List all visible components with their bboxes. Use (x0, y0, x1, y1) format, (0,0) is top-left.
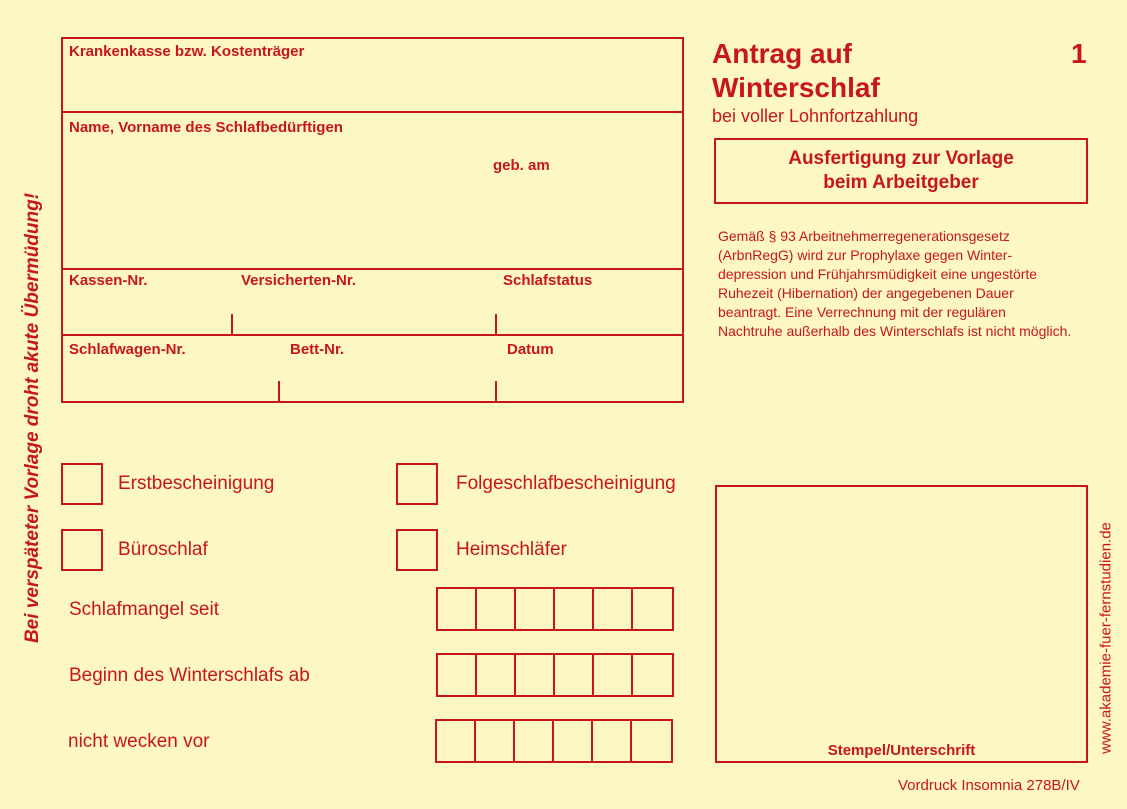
stamp-signature-box[interactable] (715, 485, 1088, 763)
form-title-line1: Antrag auf (712, 38, 852, 69)
copy-line1: Ausfertigung zur Vorlage (788, 148, 1014, 169)
date-digit-cell[interactable] (516, 655, 555, 695)
sleep-status-field[interactable] (498, 292, 680, 332)
date-digit-cell[interactable] (555, 655, 594, 695)
first-certificate-checkbox[interactable] (61, 463, 103, 505)
sleeper-car-no-field[interactable] (63, 361, 276, 401)
date-digit-cell[interactable] (438, 655, 477, 695)
follow-up-certificate-label: Folgeschlafbescheinigung (456, 473, 676, 494)
first-certificate-label: Erstbescheinigung (118, 473, 275, 494)
insured-no-field[interactable] (234, 292, 493, 332)
date-field[interactable] (498, 361, 680, 401)
form-subtitle: bei voller Lohnfortzahlung (712, 106, 919, 126)
form-code: Vordruck Insomnia 278B/IV (898, 777, 1080, 794)
birth-date-label: geb. am (493, 157, 550, 174)
legal-line: Ruhezeit (Hibernation) der angegebenen Dauer (718, 285, 1014, 301)
insurer-field[interactable] (63, 62, 682, 110)
follow-up-certificate-checkbox[interactable] (396, 463, 438, 505)
name-field[interactable] (63, 140, 483, 266)
sleep-status-label: Schlafstatus (503, 272, 593, 289)
legal-line: Gemäß § 93 Arbeitnehmerregenerationsgesetz (718, 228, 1010, 244)
date-digit-cell[interactable] (555, 589, 594, 629)
date-digit-cell[interactable] (476, 721, 515, 761)
date-digit-cell[interactable] (632, 721, 671, 761)
date-digit-cell[interactable] (593, 721, 632, 761)
birth-date-field[interactable] (490, 178, 680, 266)
legal-line: Nachtruhe außerhalb des Winterschlafs ist nicht möglich. (718, 323, 1072, 339)
stamp-signature-label: Stempel/Unterschrift (827, 742, 976, 759)
date-digit-cell[interactable] (554, 721, 593, 761)
date-digit-cell[interactable] (633, 589, 672, 629)
date-digit-cell[interactable] (477, 589, 516, 629)
form-title-line2: Winterschlaf (712, 72, 880, 103)
form-number: 1 (1071, 38, 1087, 69)
legal-line: depression und Frühjahrsmüdigkeit eine ungestörte (718, 266, 1038, 282)
date-digit-cell[interactable] (594, 655, 633, 695)
legal-text (718, 227, 1071, 341)
home-sleeper-checkbox[interactable] (396, 529, 438, 571)
legal-line: (ArbnRegG) wird zur Prophylaxe gegen Winter- (718, 247, 1013, 263)
date-digit-cell[interactable] (438, 589, 477, 629)
field-separator (495, 314, 497, 334)
insurer-label: Krankenkasse bzw. Kostenträger (69, 43, 305, 60)
date-digit-cell[interactable] (633, 655, 672, 695)
copy-line2: beim Arbeitgeber (823, 172, 979, 193)
office-sleep-label: Büroschlaf (118, 539, 208, 560)
name-label: Name, Vorname des Schlafbedürftigen (69, 119, 343, 136)
bed-no-field[interactable] (281, 361, 493, 401)
sleeper-car-no-label: Schlafwagen-Nr. (69, 341, 186, 358)
field-separator (278, 381, 280, 401)
home-sleeper-label: Heimschläfer (456, 539, 567, 560)
fund-no-label: Kassen-Nr. (69, 272, 148, 289)
field-separator (495, 381, 497, 401)
legal-line: beantragt. Eine Verrechnung mit der regulären (718, 304, 1006, 320)
date-digit-cell[interactable] (594, 589, 633, 629)
date-digit-cell[interactable] (516, 589, 555, 629)
fund-no-field[interactable] (63, 292, 229, 332)
hibernation-begin-date-field[interactable] (436, 653, 674, 697)
field-separator (231, 314, 233, 334)
do-not-wake-label: nicht wecken vor (68, 731, 210, 752)
date-digit-cell[interactable] (437, 721, 476, 761)
bed-no-label: Bett-Nr. (290, 341, 345, 358)
divider (61, 334, 684, 336)
copy-designation-box (714, 138, 1088, 204)
do-not-wake-date-field[interactable] (435, 719, 673, 763)
sleep-deficit-since-date-field[interactable] (436, 587, 674, 631)
hibernation-begin-label: Beginn des Winterschlafs ab (69, 665, 310, 686)
divider (61, 111, 684, 113)
date-digit-cell[interactable] (515, 721, 554, 761)
office-sleep-checkbox[interactable] (61, 529, 103, 571)
sleep-deficit-since-label: Schlafmangel seit (69, 599, 219, 620)
divider (61, 268, 684, 270)
date-digit-cell[interactable] (477, 655, 516, 695)
date-label: Datum (507, 341, 554, 358)
insured-no-label: Versicherten-Nr. (241, 272, 357, 289)
